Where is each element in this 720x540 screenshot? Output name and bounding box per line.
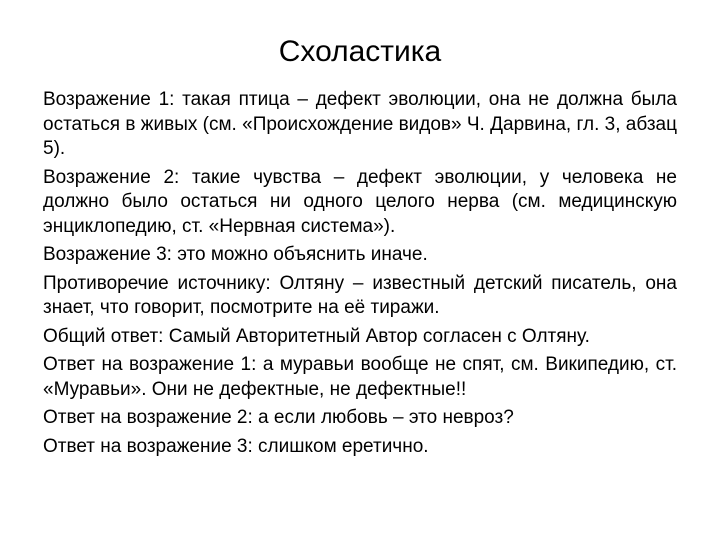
slide-title: Схоластика: [278, 35, 442, 68]
slide-body: [43, 88, 677, 463]
paragraph-answer-2: Ответ на возражение 2: а если любовь – это невроз?: [43, 407, 514, 428]
paragraph-answer-1: Ответ на возражение 1: а муравьи вообще не спят, см. Википедию, ст. «Муравьи». Они не дефектные, не дефектные!!: [43, 354, 677, 400]
paragraph-contradiction: Противоречие источнику: Олтяну – известный детский писатель, она знает, что говорит, посмотрите на её тиражи.: [43, 272, 677, 318]
paragraph-general-answer: Общий ответ: Самый Авторитетный Автор согласен с Олтяну.: [43, 325, 590, 347]
paragraph-objection-2: Возражение 2: такие чувства – дефект эволюции, у человека не должно было остаться ни одного целого нерва (см. медицинскую энциклопедию, ст. «Нервная система»).: [43, 166, 677, 237]
paragraph-objection-3: Возражение 3: это можно объяснить иначе.: [43, 244, 428, 265]
paragraph-objection-1: Возражение 1: такая птица – дефект эволюции, она не должна была остаться в живых (см. «Происхождение видов» Ч. Дарвина, гл. 3, абзац 5).: [43, 89, 677, 159]
paragraph-answer-3: Ответ на возражение 3: слишком еретично.: [43, 435, 429, 457]
